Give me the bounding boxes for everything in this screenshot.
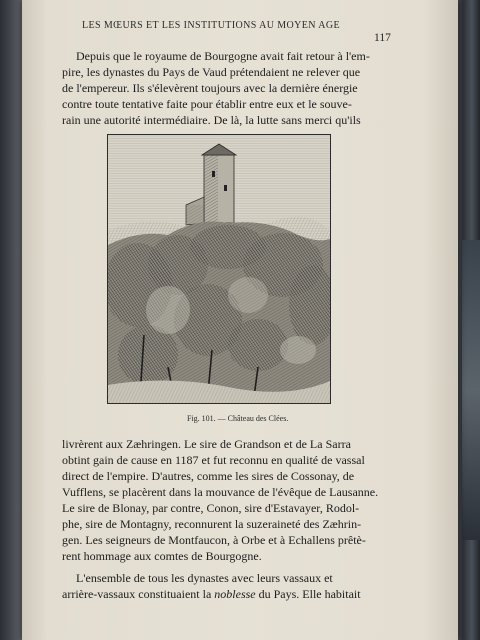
background-book-edge <box>462 240 480 540</box>
text-line: livrèrent aux Zæhringen. Le sire de Grandson et de La Sarra <box>62 437 351 451</box>
text-line: Vufflens, se placèrent dans la mouvance de l'évêque de Lausanne. <box>62 485 379 499</box>
text-line: pire, les dynastes du Pays de Vaud prétendaient ne relever que <box>62 65 361 79</box>
text-line: rent hommage aux comtes de Bourgogne. <box>62 549 262 563</box>
page-number: 117 <box>374 32 391 44</box>
text-line: contre toute tentative faite pour établir entre eux et le souve- <box>62 97 352 111</box>
text-line: Depuis que le royaume de Bourgogne avait fait retour à l'em- <box>76 49 370 63</box>
text-run: du Pays. Elle habitait <box>255 587 361 601</box>
figure-illustration <box>107 134 331 404</box>
italic-word: noblesse <box>214 587 256 601</box>
text-line: obtint gain de cause en 1187 et fut reconnu en qualité de vassal <box>62 453 365 467</box>
text-line: phe, sire de Montagny, reconnurent la suzeraineté des Zæhrin- <box>62 517 362 531</box>
running-head: LES MŒURS ET LES INSTITUTIONS AU MOYEN AGE <box>82 20 341 31</box>
text-line: Le sire de Blonay, par contre, Conon, sire d'Estavayer, Rodol- <box>62 501 360 515</box>
text-run: arrière-vassaux constituaient la <box>62 587 215 601</box>
text-line: gen. Les seigneurs de Montfaucon, à Orbe et à Echallens prêtè- <box>62 533 366 547</box>
text-line <box>62 586 361 602</box>
text-line: direct de l'empire. D'autres, comme les sires de Cossonay, de <box>62 469 355 483</box>
text-line: L'ensemble de tous les dynastes avec leurs vassaux et <box>76 571 333 585</box>
figure-caption: Fig. 101. — Château des Clées. <box>187 414 289 423</box>
text-line: de l'empereur. Ils s'élevèrent toujours avec la dernière énergie <box>62 81 358 95</box>
castle-engraving-image <box>108 135 330 403</box>
text-line: rain une autorité intermédiaire. De là, la lutte sans merci qu'ils <box>62 113 361 127</box>
